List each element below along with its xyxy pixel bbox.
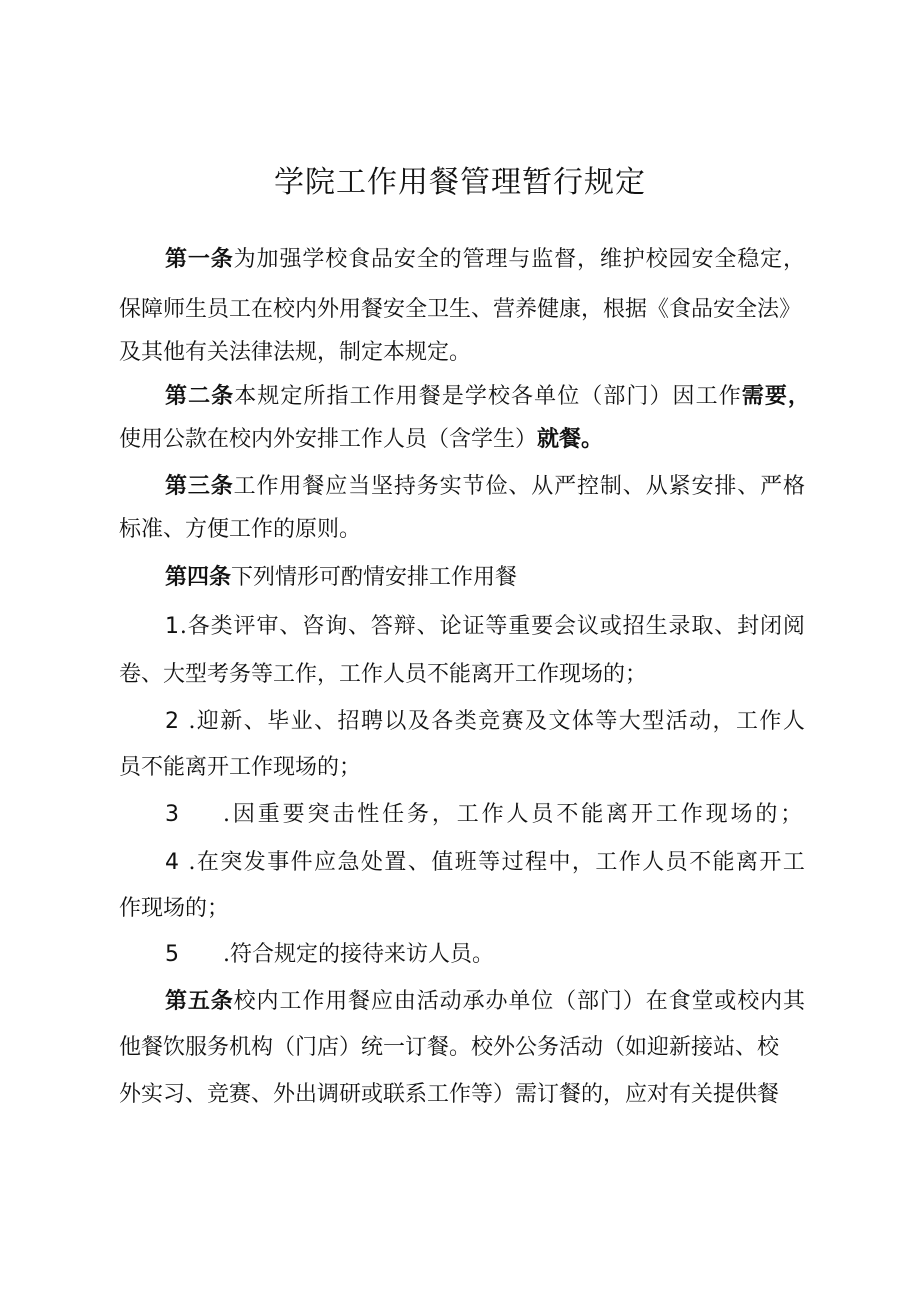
article2-line2 xyxy=(119,425,603,455)
item2-text-line2: 员不能离开工作现场的； xyxy=(119,755,362,780)
article2-line1 xyxy=(165,382,811,412)
item5-text-line1: .符合规定的接待来访人员。 xyxy=(223,942,494,967)
article4-line1 xyxy=(165,563,517,593)
item2-text-line1: .迎新、毕业、招聘以及各类竞赛及文体等大型活动，工作人 xyxy=(188,709,807,734)
document-title: 学院工作用餐管理暂行规定 xyxy=(274,165,646,200)
article2-text-line2b: 就餐。 xyxy=(537,427,604,452)
article3-line1 xyxy=(165,472,806,502)
list-item xyxy=(165,848,806,878)
item1-text-line2: 卷、大型考务等工作，工作人员不能离开工作现场的； xyxy=(119,662,648,687)
article2-text-line1b: 需要， xyxy=(741,384,811,409)
item5-number: 5 xyxy=(165,942,179,967)
item4-number: 4 xyxy=(165,850,181,875)
item3-text-line1: .因重要突击性任务，工作人员不能离开工作现场的； xyxy=(223,802,806,827)
article4-label: 第四条 xyxy=(165,565,232,590)
article3-text-line1: 工作用餐应当坚持务实节俭、从严控制、从紧安排、严格 xyxy=(233,474,806,499)
article3-label: 第三条 xyxy=(165,474,234,499)
article5-line1 xyxy=(165,987,806,1017)
article1-line1 xyxy=(165,245,806,275)
article1-text-line1: 为加强学校食品安全的管理与监督，维护校园安全稳定， xyxy=(233,247,806,272)
item3-number: 3 xyxy=(165,802,182,827)
item4-text-line2: 作现场的； xyxy=(119,896,230,921)
list-item xyxy=(165,940,494,970)
article5-text-line3: 外实习、竞赛、外出调研或联系工作等）需订餐的，应对有关提供餐 xyxy=(119,1082,780,1107)
article2-text-line2a: 使用公款在校内外安排工作人员（含学生） xyxy=(119,427,538,452)
article5-text-line1: 校内工作用餐应由活动承办单位（部门）在食堂或校内其 xyxy=(233,989,806,1014)
article4-text-line1: 下列情形可酌情安排工作用餐 xyxy=(231,565,518,590)
article5-label: 第五条 xyxy=(165,989,234,1014)
item2-number: 2 xyxy=(165,709,181,734)
article1-label: 第一条 xyxy=(165,247,234,272)
article3-text-line2: 标准、方便工作的原则。 xyxy=(119,517,362,542)
article1-text-line3: 及其他有关法律法规，制定本规定。 xyxy=(119,340,472,365)
item1-number: 1 xyxy=(165,614,180,639)
article5-text-line2: 他餐饮服务机构（门店）统一订餐。校外公务活动（如迎新接站、校 xyxy=(119,1035,780,1060)
article2-label: 第二条 xyxy=(165,384,235,409)
list-item xyxy=(165,612,806,642)
list-item xyxy=(165,707,806,737)
article1-text-line2: 保障师生员工在校内外用餐安全卫生、营养健康，根据《食品安全法》 xyxy=(119,297,802,322)
list-item xyxy=(165,800,805,830)
item4-text-line1: .在突发事件应急处置、值班等过程中，工作人员不能离开工 xyxy=(188,850,807,875)
item1-text-line1: .各类评审、咨询、答辩、论证等重要会议或招生录取、封闭阅 xyxy=(179,614,806,639)
article2-text-line1a: 本规定所指工作用餐是学校各单位（部门）因工作 xyxy=(234,384,742,409)
